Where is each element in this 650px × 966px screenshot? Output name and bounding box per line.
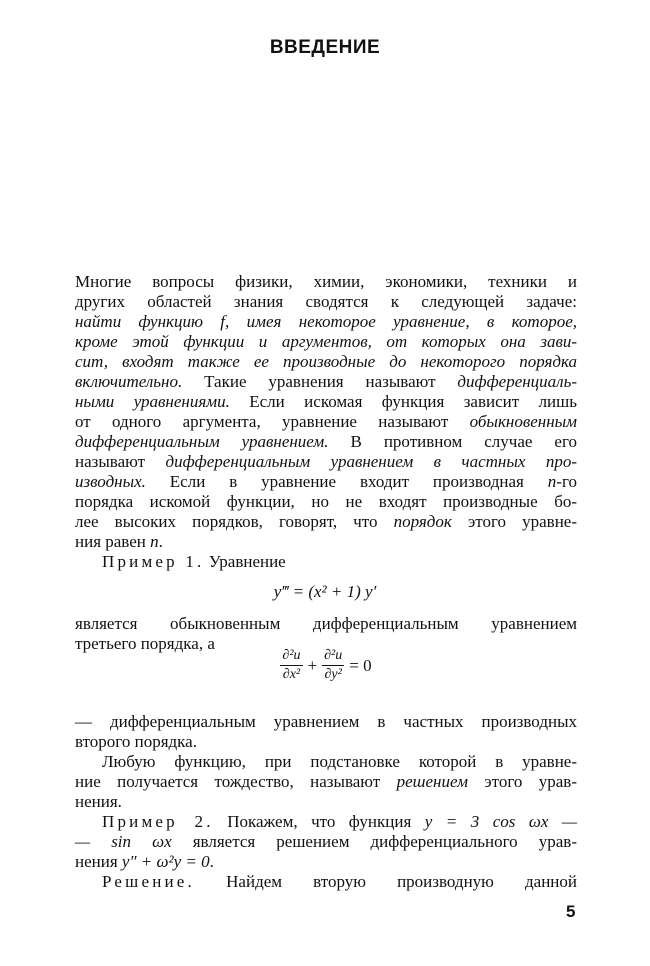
- text-line: Любую функцию, при подстановке которой в уравне-: [102, 752, 577, 771]
- text-span: ние получается тождество, называют: [75, 772, 397, 791]
- text-line: сит, входят также ее производные до некоторого порядка: [75, 352, 577, 371]
- text-span: от одного аргумента, уравнение называют: [75, 412, 470, 431]
- denominator: ∂y²: [324, 667, 342, 682]
- example-label: Пример 2.: [102, 812, 214, 831]
- text-line: — дифференциальным уравнением в частных производных: [75, 712, 577, 731]
- math-expression: y = 3 cos ωx —: [424, 812, 578, 831]
- text-line: является обыкновенным дифференциальным уравнением: [75, 614, 577, 633]
- text-line: [75, 432, 577, 452]
- text-span: лее высоких порядков, говорят, что: [75, 512, 394, 531]
- italic-term: изводных.: [75, 472, 146, 491]
- solution-label: Решение.: [102, 872, 196, 891]
- text-line: [75, 392, 577, 412]
- text-line: Многие вопросы физики, химии, экономики, техники и: [75, 272, 577, 291]
- text-line: [75, 832, 577, 852]
- italic-term: дифференциальным уравнением в частных про-: [165, 452, 577, 471]
- text-line: [75, 772, 577, 792]
- example-label: Пример 1.: [102, 552, 205, 571]
- text-line: второго порядка.: [75, 732, 197, 751]
- text-span: Если искомая функция зависит лишь: [229, 392, 577, 411]
- math-expression: — sin ωx: [75, 832, 172, 851]
- text-span: этого уравне-: [451, 512, 577, 531]
- numerator: ∂²u: [280, 648, 302, 666]
- text-line: [75, 452, 577, 472]
- page-number: 5: [566, 902, 576, 921]
- text-span: Если в уравнение входит производная: [145, 472, 548, 491]
- italic-term: ными уравнениями.: [75, 392, 230, 411]
- equals-zero: = 0: [349, 655, 372, 675]
- text-line: порядка искомой функции, но не входят производные бо-: [75, 492, 577, 511]
- italic-term: порядок: [393, 512, 452, 531]
- fraction: [322, 648, 344, 683]
- text-span: В противном случае его: [328, 432, 578, 451]
- text-line: [75, 472, 577, 492]
- text-span: -го: [556, 472, 577, 491]
- math-var: n: [150, 532, 159, 551]
- italic-term: включительно.: [75, 372, 183, 391]
- fraction: [280, 648, 302, 683]
- text-line: [75, 372, 577, 392]
- text-span: этого урав-: [467, 772, 577, 791]
- equation-2: [0, 648, 650, 683]
- numerator: ∂²u: [322, 648, 344, 666]
- italic-term: дифференциаль-: [457, 372, 577, 391]
- text-line: [75, 512, 577, 532]
- text-span: ния равен: [75, 532, 151, 551]
- italic-term: дифференциальным уравнением.: [75, 432, 329, 451]
- example-1-heading: [102, 552, 286, 572]
- text-line: других областей знания сводятся к следующей задаче:: [75, 292, 577, 311]
- italic-term: решением: [396, 772, 468, 791]
- text-span: является решением дифференциального урав-: [171, 832, 577, 851]
- page-title: ВВЕДЕНИЕ: [269, 37, 381, 58]
- italic-term: обыкновенным: [469, 412, 577, 431]
- text-span: Найдем вторую производную данной: [195, 872, 577, 891]
- example-2-heading: [102, 812, 577, 832]
- text-line: третьего порядка, а: [75, 634, 215, 653]
- text-line: [75, 412, 577, 432]
- math-expression: y″ + ω²y = 0: [121, 852, 210, 871]
- text-span: нения: [75, 852, 122, 871]
- text-line: нения.: [75, 792, 122, 811]
- text-span: Уравнение: [204, 552, 286, 571]
- math-var: n: [547, 472, 557, 491]
- text-span: Такие уравнения называют: [182, 372, 458, 391]
- text-span: .: [158, 532, 163, 551]
- text-span: .: [209, 852, 214, 871]
- text-line: найти функцию f, имея некоторое уравнение, в которое,: [75, 312, 577, 331]
- denominator: ∂x²: [282, 667, 301, 682]
- text-span: называют: [75, 452, 166, 471]
- solution-line: [102, 872, 577, 892]
- equation-1: y‴ = (x² + 1) y′: [273, 582, 377, 601]
- text-line: [75, 532, 577, 552]
- text-line: кроме этой функции и аргументов, от которых она зави-: [75, 332, 577, 351]
- text-span: Покажем, что функция: [213, 812, 425, 831]
- plus-sign: +: [307, 655, 318, 675]
- text-line: [75, 852, 577, 872]
